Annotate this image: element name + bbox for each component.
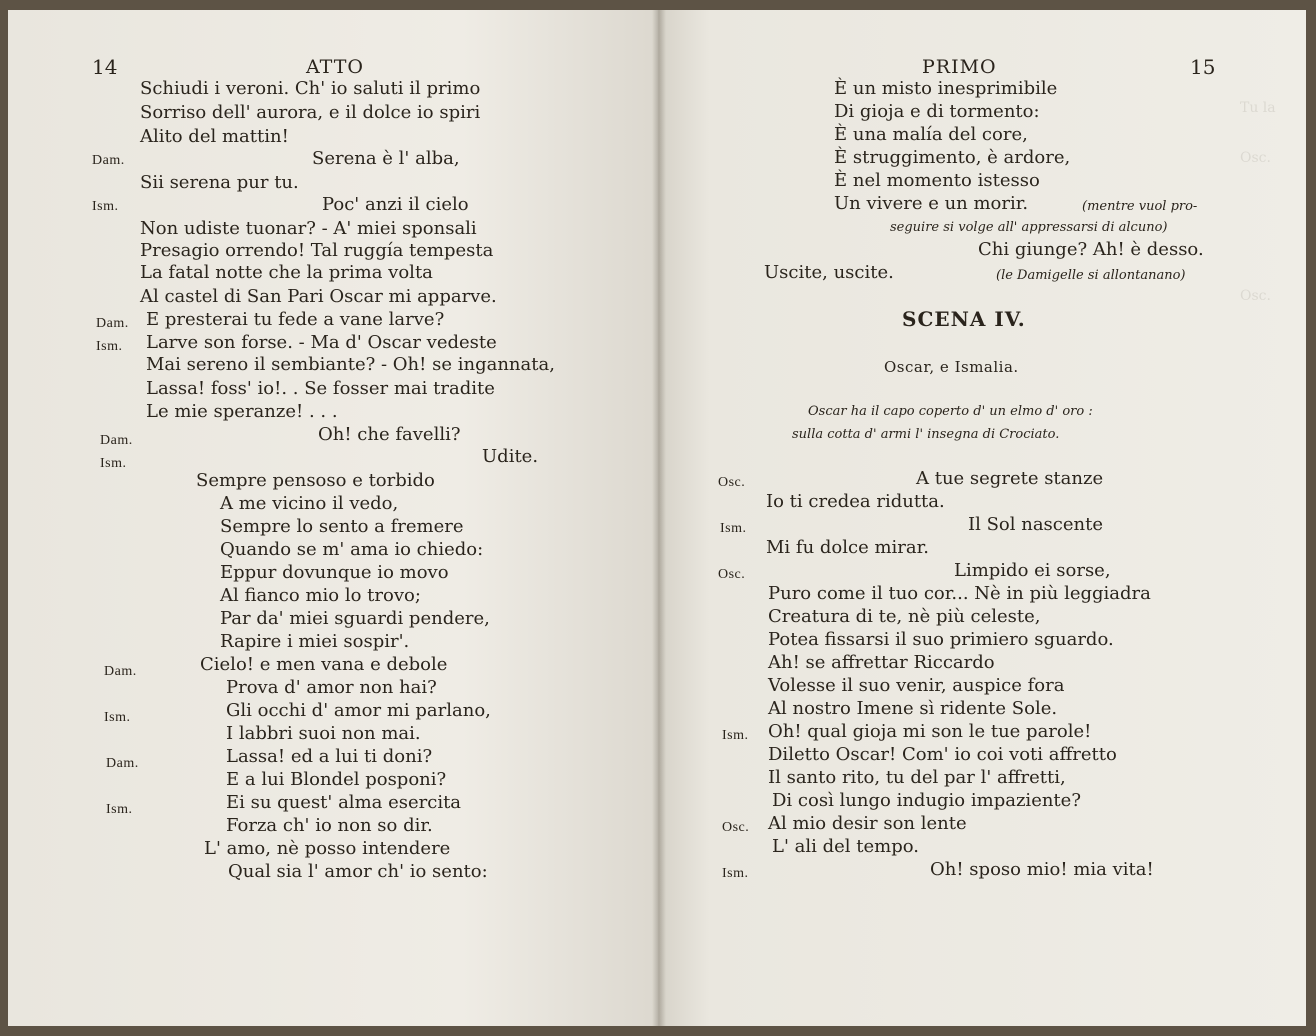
verse-line: Alito del mattin!	[140, 126, 289, 147]
verse-line: Rapire i miei sospir'.	[220, 631, 410, 652]
speaker-label: Ism.	[106, 802, 133, 817]
verse-line: Quando se m' ama io chiedo:	[220, 539, 484, 560]
verse-line: Mai sereno il sembiante? - Oh! se ingannata,	[146, 354, 555, 375]
speaker-label: Osc.	[718, 475, 746, 490]
speaker-label: Dam.	[106, 756, 139, 771]
verse-line: Limpido ei sorse,	[954, 560, 1111, 581]
verse-line: Oh! sposo mio! mia vita!	[930, 859, 1154, 880]
verse-line: Non udiste tuonar? - A' miei sponsali	[140, 218, 477, 239]
page-number-left: 14	[92, 55, 118, 79]
verse-line: Al mio desir son lente	[768, 813, 967, 834]
verse-line: Oh! qual gioja mi son le tue parole!	[768, 721, 1092, 742]
verse-line: Lassa! foss' io!. . Se fosser mai tradite	[146, 378, 495, 399]
verse-line: Forza ch' io non so dir.	[226, 815, 433, 836]
bleed-through: Osc.	[1240, 288, 1271, 304]
verse-line: È struggimento, è ardore,	[834, 147, 1071, 168]
speaker-label: Ism.	[92, 199, 119, 214]
verse-line: Chi giunge? Ah! è desso.	[978, 239, 1204, 260]
verse-line: Creatura di te, nè più celeste,	[768, 606, 1041, 627]
speaker-label: Dam.	[100, 433, 133, 448]
verse-line: Poc' anzi il cielo	[322, 194, 469, 215]
stage-direction: (le Damigelle si allontanano)	[996, 268, 1186, 283]
speaker-label: Dam.	[104, 664, 137, 679]
stage-direction: (mentre vuol pro-	[1082, 199, 1198, 214]
verse-line: Sii serena pur tu.	[140, 172, 299, 193]
verse-line: E presterai tu fede a vane larve?	[146, 309, 445, 330]
verse-line: Io ti credea ridutta.	[766, 491, 945, 512]
verse-line: Al fianco mio lo trovo;	[220, 585, 421, 606]
cast-name-ismalia: Ismalia.	[954, 358, 1019, 376]
verse-line: Oh! che favelli?	[318, 424, 461, 445]
speaker-label: Ism.	[100, 456, 127, 471]
bleed-through: Osc.	[1240, 150, 1271, 166]
cast-joiner: , e	[929, 358, 950, 376]
verse-line: L' ali del tempo.	[772, 836, 919, 857]
verse-line: Udite.	[482, 446, 539, 467]
speaker-label: Ism.	[104, 710, 131, 725]
verse-line: A tue segrete stanze	[916, 468, 1104, 489]
speaker-label: Dam.	[96, 316, 129, 331]
verse-line: Eppur dovunque io movo	[220, 562, 449, 583]
stage-direction: seguire si volge all' appressarsi di alcuno)	[890, 220, 1168, 235]
verse-line: Al nostro Imene sì ridente Sole.	[768, 698, 1058, 719]
verse-line: Prova d' amor non hai?	[226, 677, 437, 698]
speaker-label: Ism.	[722, 866, 749, 881]
book-gutter	[652, 10, 666, 1026]
cast-name-oscar: Oscar	[884, 358, 930, 376]
verse-line: Schiudi i veroni. Ch' io saluti il primo	[140, 78, 481, 99]
verse-line: Ei su quest' alma esercita	[226, 792, 462, 813]
verse-line: Diletto Oscar! Com' io coi voti affretto	[768, 744, 1117, 765]
verse-line: La fatal notte che la prima volta	[140, 262, 433, 283]
verse-line: Il Sol nascente	[968, 514, 1104, 535]
speaker-label: Ism.	[722, 728, 749, 743]
verse-line: Sorriso dell' aurora, e il dolce io spiri	[140, 102, 481, 123]
verse-line: E a lui Blondel posponi?	[226, 769, 447, 790]
verse-line: Puro come il tuo cor... Nè in più leggiadra	[768, 583, 1151, 604]
running-head-left: ATTO	[306, 56, 364, 78]
verse-line: A me vicino il vedo,	[220, 493, 399, 514]
verse-line: Di gioja e di tormento:	[834, 101, 1040, 122]
verse-line: Di così lungo indugio impaziente?	[772, 790, 1081, 811]
verse-line: Volesse il suo venir, auspice fora	[768, 675, 1065, 696]
speaker-label: Ism.	[720, 521, 747, 536]
verse-line: Sempre lo sento a fremere	[220, 516, 464, 537]
verse-line: Ah! se affrettar Riccardo	[768, 652, 995, 673]
verse-line: È un misto inesprimibile	[834, 78, 1058, 99]
verse-line: Sempre pensoso e torbido	[196, 470, 435, 491]
verse-line: L' amo, nè posso intendere	[204, 838, 451, 859]
bleed-through: Tu la	[1240, 100, 1276, 116]
verse-line: Al castel di San Pari Oscar mi apparve.	[140, 286, 497, 307]
scene-title: SCENA IV.	[902, 307, 1026, 331]
verse-line: Par da' miei sguardi pendere,	[220, 608, 490, 629]
verse-line: Un vivere e un morir.	[834, 193, 1029, 214]
verse-line: Cielo! e men vana e debole	[200, 654, 448, 675]
verse-line: Uscite, uscite.	[764, 262, 894, 283]
cast-list	[884, 356, 1019, 378]
verse-line: Larve son forse. - Ma d' Oscar vedeste	[146, 332, 497, 353]
verse-line: Qual sia l' amor ch' io sento:	[228, 861, 488, 882]
verse-line: È nel momento istesso	[834, 170, 1040, 191]
verse-line: Lassa! ed a lui ti doni?	[226, 746, 433, 767]
verse-line: I labbri suoi non mai.	[226, 723, 421, 744]
verse-line: Presagio orrendo! Tal ruggía tempesta	[140, 240, 494, 261]
verse-line: Serena è l' alba,	[312, 148, 460, 169]
speaker-label: Osc.	[718, 567, 746, 582]
speaker-label: Osc.	[722, 820, 750, 835]
verse-line: Il santo rito, tu del par l' affretti,	[768, 767, 1066, 788]
running-head-right: PRIMO	[922, 56, 997, 78]
verse-line: Gli occhi d' amor mi parlano,	[226, 700, 491, 721]
verse-line: Mi fu dolce mirar.	[766, 537, 929, 558]
stage-direction: sulla cotta d' armi l' insegna di Crociato.	[792, 427, 1060, 442]
page-number-right: 15	[1190, 55, 1216, 79]
stage-direction: Oscar ha il capo coperto d' un elmo d' oro :	[808, 404, 1093, 419]
speaker-label: Dam.	[92, 153, 125, 168]
speaker-label: Ism.	[96, 339, 123, 354]
verse-line: Potea fissarsi il suo primiero sguardo.	[768, 629, 1114, 650]
verse-line: Le mie speranze! . . .	[146, 401, 338, 422]
verse-line: È una malía del core,	[834, 124, 1028, 145]
